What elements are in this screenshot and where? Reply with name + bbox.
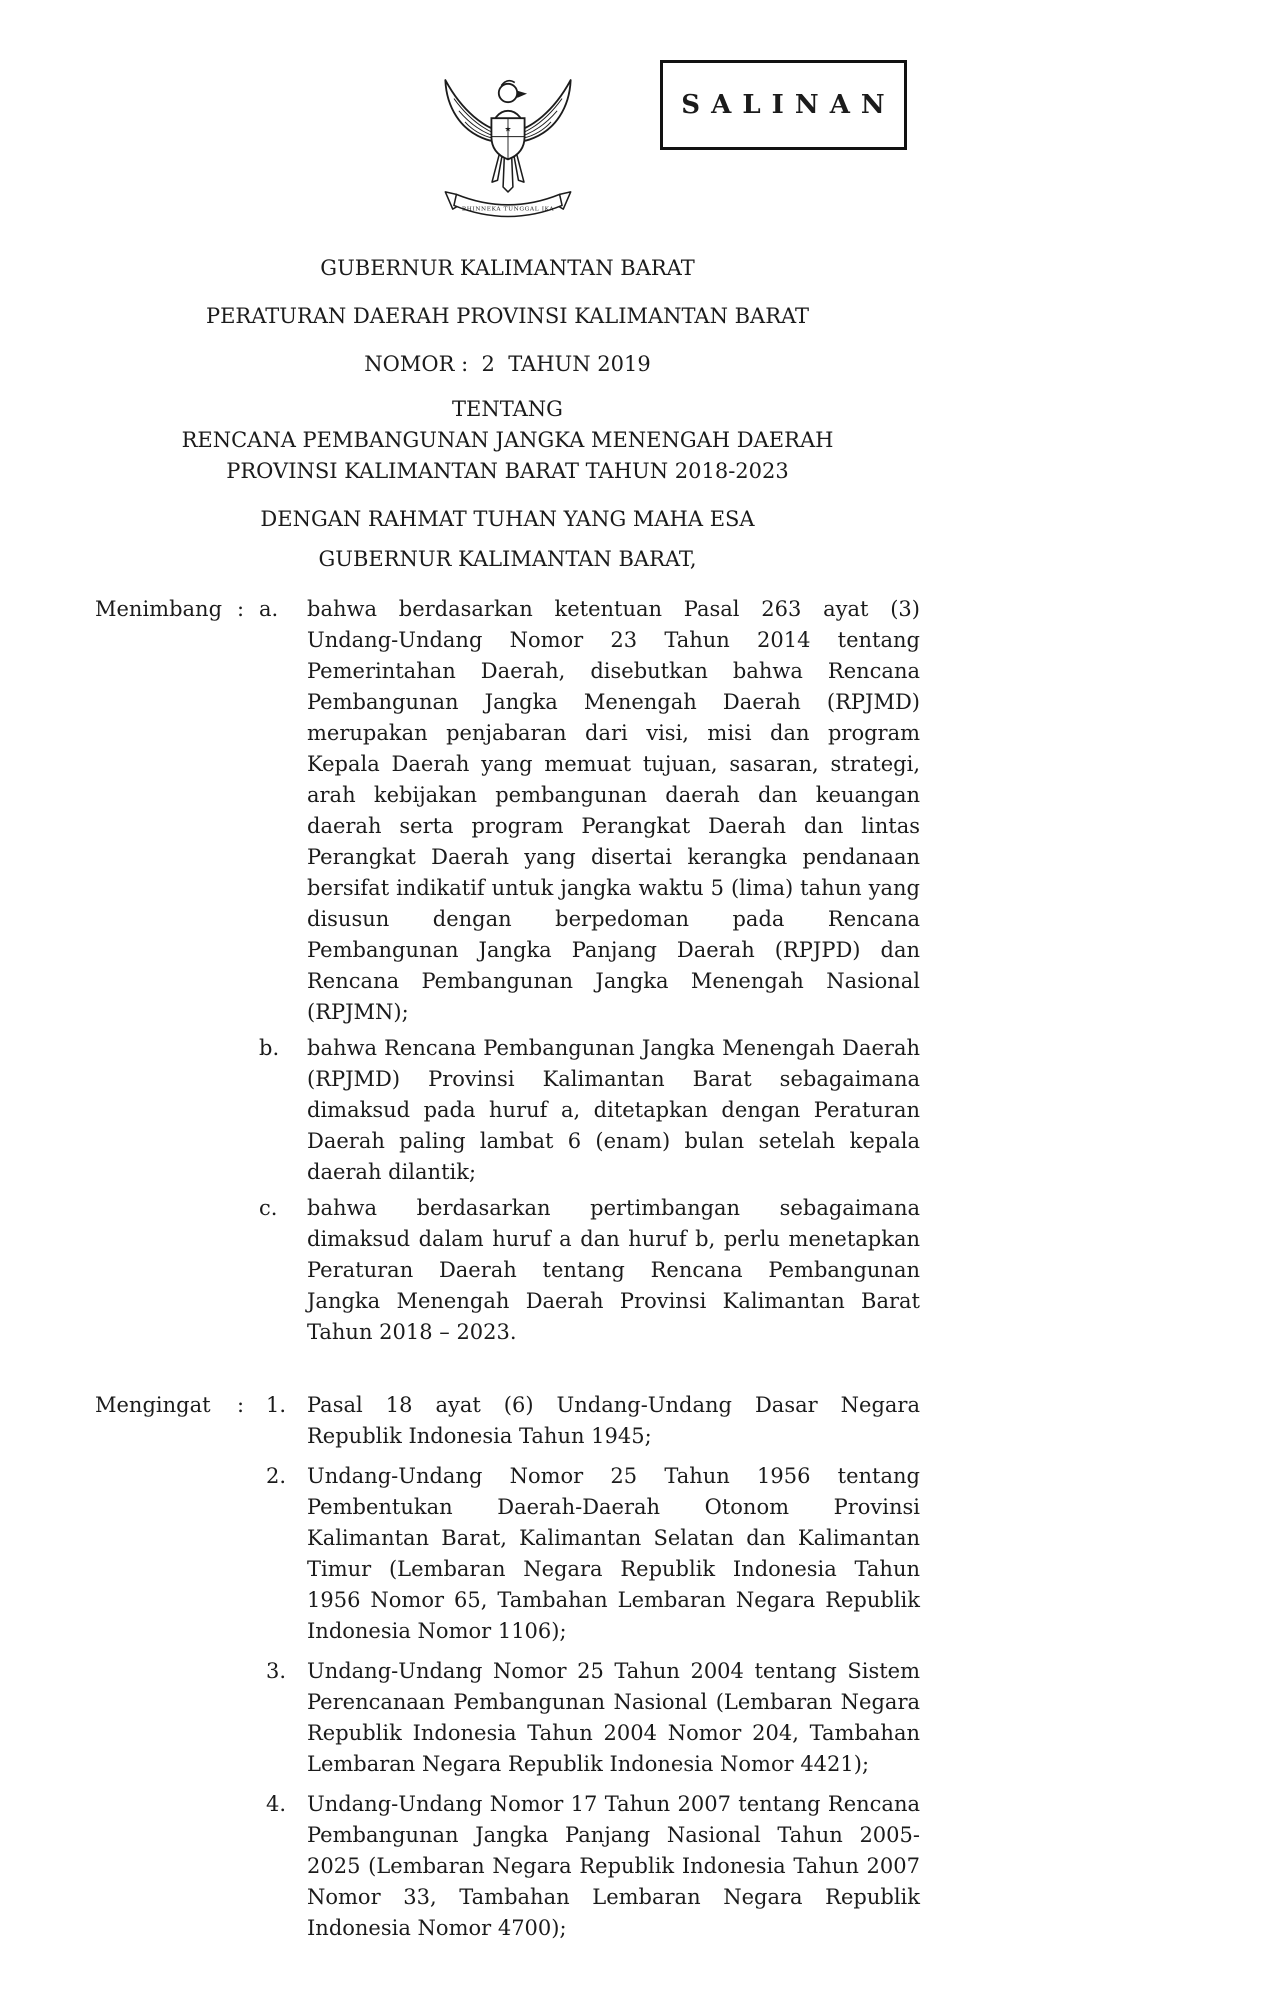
menimbang-colon: : xyxy=(237,597,245,621)
emblem-shield xyxy=(491,118,524,159)
item-text: Undang-Undang Nomor 25 Tahun 2004 tentang Sistem Perencanaan Pembangunan Nasional (Lembaran Negara Republik Indonesia Tahun 2004 Nomor 204, Tambahan Lembaran Negara Republik Indonesia Nomor 4421); xyxy=(307,1659,920,1776)
title-gubernur-comma: GUBERNUR KALIMANTAN BARAT, xyxy=(318,547,697,571)
emblem-banner xyxy=(445,192,570,217)
title-gubernur: GUBERNUR KALIMANTAN BARAT xyxy=(320,256,695,280)
item-marker: c. xyxy=(259,1196,278,1220)
menimbang-item-a xyxy=(95,594,920,1028)
item-text: Undang-Undang Nomor 17 Tahun 2007 tentang Rencana Pembangunan Jangka Panjang Nasional Tahun 2005-2025 (Lembaran Negara Republik Indonesia Tahun 2007 Nomor 33, Tambahan Lembaran Negara Republik Indonesia Nomor 4700); xyxy=(307,1792,920,1940)
title-rahmat-tuhan: DENGAN RAHMAT TUHAN YANG MAHA ESA xyxy=(260,507,755,531)
title-peraturan-daerah: PERATURAN DAERAH PROVINSI KALIMANTAN BARAT xyxy=(205,304,810,328)
mengingat-item-3 xyxy=(95,1656,920,1780)
salinan-stamp xyxy=(660,60,907,150)
mengingat-label: Mengingat xyxy=(95,1393,211,1417)
title-tentang: TENTANG xyxy=(452,397,563,421)
item-text: bahwa berdasarkan pertimbangan sebagaimana dimaksud dalam huruf a dan huruf b, perlu menetapkan Peraturan Daerah tentang Rencana Pembangunan Jangka Menengah Daerah Provinsi Kalimantan Barat Tahun 2018 – 2023. xyxy=(307,1196,920,1344)
emblem-head xyxy=(498,81,526,103)
title-rpjmd-line2: PROVINSI KALIMANTAN BARAT TAHUN 2018-2023 xyxy=(226,459,789,483)
mengingat-item-1 xyxy=(95,1390,920,1452)
item-text: Pasal 18 ayat (6) Undang-Undang Dasar Negara Republik Indonesia Tahun 1945; xyxy=(307,1393,920,1448)
item-text: bahwa Rencana Pembangunan Jangka Menengah Daerah (RPJMD) Provinsi Kalimantan Barat sebagaimana dimaksud pada huruf a, ditetapkan dengan Peraturan Daerah paling lambat 6 (enam) bulan setelah kepala daerah dilantik; xyxy=(307,1036,920,1184)
title-rpjmd-line1: RENCANA PEMBANGUNAN JANGKA MENENGAH DAERAH xyxy=(181,428,834,452)
item-marker: b. xyxy=(259,1036,280,1060)
item-marker: 3. xyxy=(266,1659,287,1683)
menimbang-item-b xyxy=(95,1033,920,1188)
emblem-motto: BHINNEKA TUNGGAL IKA xyxy=(461,206,554,213)
menimbang-label: Menimbang xyxy=(95,597,223,621)
item-marker: 4. xyxy=(266,1792,287,1816)
item-text: Undang-Undang Nomor 25 Tahun 1956 tentang Pembentukan Daerah-Daerah Otonom Provinsi Kalimantan Barat, Kalimantan Selatan dan Kalimantan Timur (Lembaran Negara Republik Indonesia Tahun 1956 Nomor 65, Tambahan Lembaran Negara Republik Indonesia Nomor 1106); xyxy=(307,1464,920,1643)
item-marker: 2. xyxy=(266,1464,287,1488)
mengingat-section xyxy=(95,1390,920,1944)
menimbang-section xyxy=(95,594,920,1348)
mengingat-colon: : xyxy=(237,1393,245,1417)
salinan-stamp-label: S A L I N A N xyxy=(681,89,886,120)
title-nomor-tahun: NOMOR : 2 TAHUN 2019 xyxy=(364,352,651,376)
garuda-pancasila-emblem-icon xyxy=(423,58,593,230)
mengingat-item-2 xyxy=(95,1461,920,1647)
mengingat-item-4 xyxy=(95,1789,920,1944)
item-marker: 1. xyxy=(266,1393,287,1417)
item-text: bahwa berdasarkan ketentuan Pasal 263 ayat (3) Undang-Undang Nomor 23 Tahun 2014 tentang Pemerintahan Daerah, disebutkan bahwa Rencana Pembangunan Jangka Menengah Daerah (RPJMD) merupakan penjabaran dari visi, misi dan program Kepala Daerah yang memuat tujuan, sasaran, strategi, arah kebijakan pembangunan daerah dan keuangan daerah serta program Perangkat Daerah dan lintas Perangkat Daerah yang disertai kerangka pendanaan bersifat indikatif untuk jangka waktu 5 (lima) tahun yang disusun dengan berpedoman pada Rencana Pembangunan Jangka Panjang Daerah (RPJPD) dan Rencana Pembangunan Jangka Menengah Nasional (RPJMN); xyxy=(307,597,920,1024)
menimbang-item-c xyxy=(95,1193,920,1348)
document-title-block xyxy=(95,253,920,575)
star-icon: ★ xyxy=(503,124,512,134)
item-marker: a. xyxy=(259,597,279,621)
